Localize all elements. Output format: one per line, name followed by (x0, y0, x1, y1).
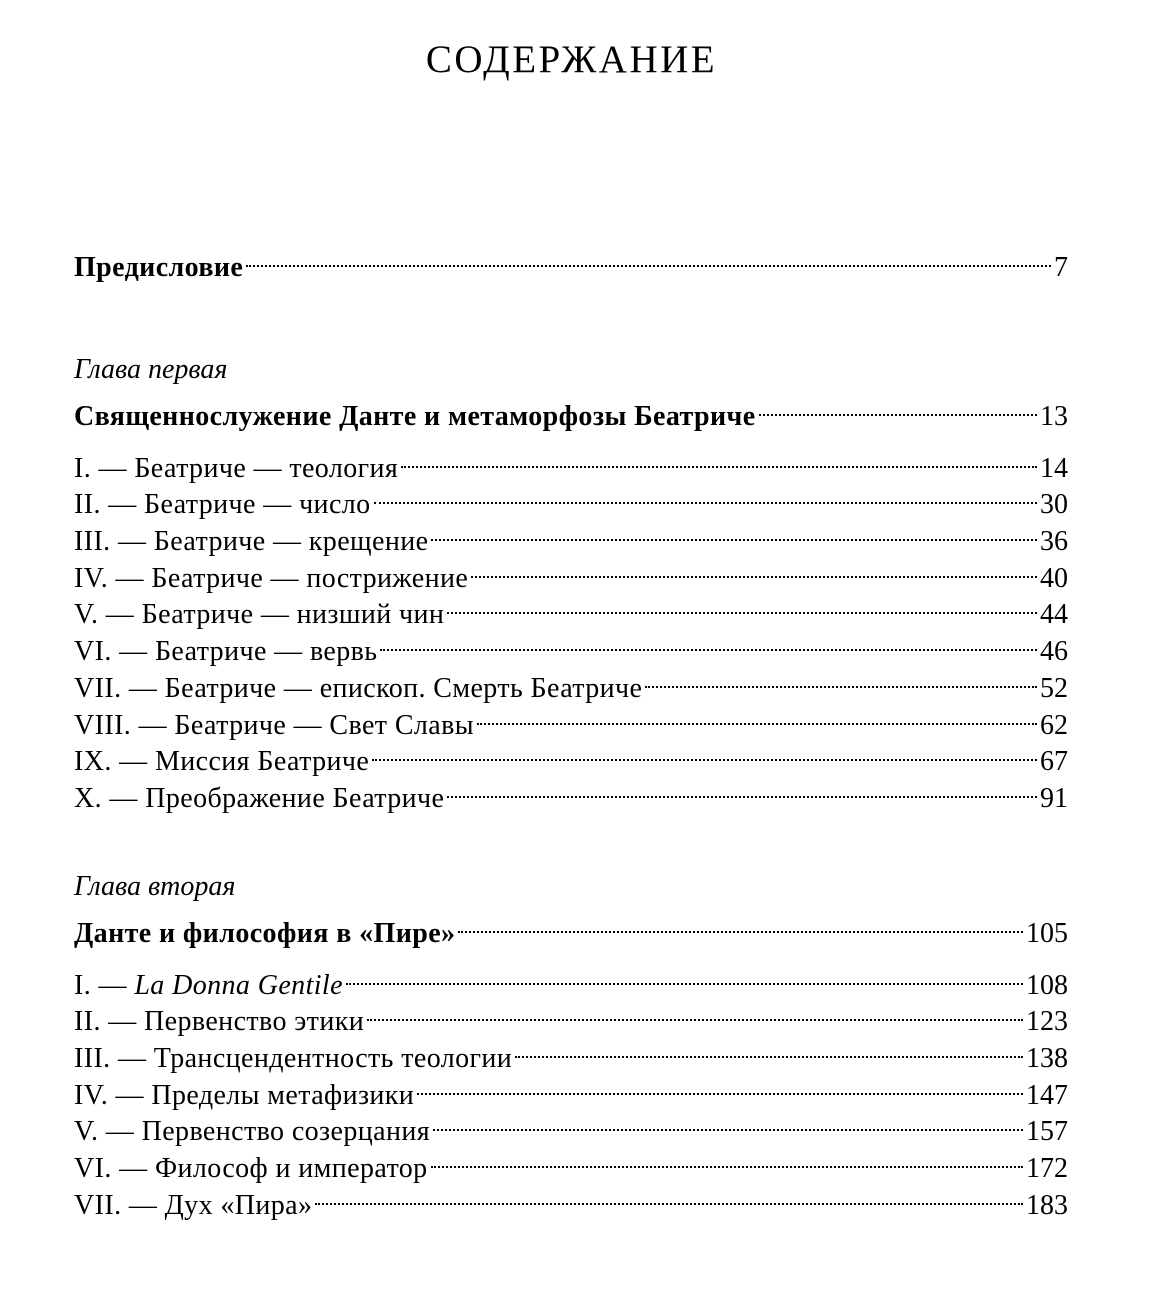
entry-label: VI. — Беатриче — вервь (74, 636, 378, 668)
leader-dots (246, 239, 1051, 276)
entry-label: V. — Первенство созерцания (74, 1116, 430, 1148)
leader-dots (515, 1030, 1023, 1067)
entry-label: II. — Первенство этики (74, 1006, 365, 1038)
entry-label: IV. — Беатриче — пострижение (74, 562, 469, 594)
leader-dots (417, 1067, 1023, 1104)
entry-prefix: I. — (74, 969, 135, 1001)
entry-label: I. — Беатриче — теология (74, 452, 399, 484)
entry-page: 52 (1040, 672, 1068, 704)
leader-dots (374, 477, 1037, 514)
toc-entry[interactable] (74, 239, 1068, 283)
leader-dots (447, 770, 1037, 807)
chapter-title: Данте и философия в «Пире» (74, 917, 456, 949)
leader-dots (471, 550, 1037, 587)
entry-page: 183 (1026, 1189, 1068, 1221)
entry-page: 13 (1040, 400, 1068, 432)
entry-page: 91 (1040, 782, 1068, 814)
entry-label: VII. — Беатриче — епископ. Смерть Беатриче (74, 672, 643, 704)
entry-label: III. — Беатриче — крещение (74, 526, 429, 558)
leader-dots (380, 623, 1037, 660)
entry-page: 105 (1026, 917, 1068, 949)
toc-chapter-1-items (74, 440, 1068, 814)
entry-label (74, 968, 343, 1005)
entry-page: 67 (1040, 746, 1068, 778)
chapter-title-entry[interactable] (74, 905, 1068, 949)
entry-label: VII. — Дух «Пира» (74, 1189, 313, 1221)
toc-entry[interactable] (74, 957, 1068, 1001)
leader-dots (367, 994, 1023, 1031)
entry-page: 7 (1054, 251, 1068, 283)
leader-dots (431, 1140, 1023, 1177)
entry-page: 46 (1040, 636, 1068, 668)
entry-label: III. — Трансцендентность теологии (74, 1043, 513, 1075)
entry-page: 138 (1026, 1043, 1068, 1075)
leader-dots (458, 905, 1023, 942)
entry-label: IX. — Миссия Беатриче (74, 746, 370, 778)
entry-page: 123 (1026, 1006, 1068, 1038)
toc-chapter-2-items (74, 957, 1068, 1221)
entry-page: 172 (1026, 1153, 1068, 1185)
entry-page: 62 (1040, 709, 1068, 741)
leader-dots (645, 660, 1037, 697)
entry-label: X. — Преображение Беатриче (74, 782, 445, 814)
toc-entry[interactable] (74, 440, 1068, 484)
toc-chapter-1 (74, 352, 1068, 432)
leader-dots (759, 388, 1037, 425)
entry-label: IV. — Пределы метафизики (74, 1079, 415, 1111)
entry-page: 157 (1026, 1116, 1068, 1148)
chapter-label: Глава первая (74, 354, 228, 385)
leader-dots (401, 440, 1037, 477)
entry-label: V. — Беатриче — низший чин (74, 599, 445, 631)
leader-dots (433, 1104, 1023, 1141)
entry-page: 14 (1040, 452, 1068, 484)
entry-page: 108 (1026, 969, 1068, 1001)
entry-page: 147 (1026, 1079, 1068, 1111)
entry-page: 36 (1040, 526, 1068, 558)
leader-dots (372, 734, 1037, 771)
leader-dots (447, 587, 1037, 624)
entry-label: II. — Беатриче — число (74, 489, 371, 521)
entry-page: 44 (1040, 599, 1068, 631)
entry-label: VIII. — Беатриче — Свет Славы (74, 709, 474, 741)
chapter-title-entry[interactable] (74, 388, 1068, 432)
entry-label: VI. — Философ и император (74, 1153, 428, 1185)
leader-dots (431, 513, 1037, 550)
chapter-label: Глава вторая (74, 871, 236, 902)
entry-page: 30 (1040, 489, 1068, 521)
leader-dots (315, 1177, 1023, 1214)
leader-dots (346, 957, 1023, 994)
toc-preface (74, 239, 1068, 283)
entry-title-italic: La Donna Gentile (134, 969, 343, 1001)
entry-label: Предисловие (74, 251, 244, 283)
page-title: СОДЕРЖАНИЕ (425, 38, 718, 81)
chapter-title: Священнослужение Данте и метаморфозы Беатриче (74, 400, 756, 432)
toc-chapter-2 (74, 869, 1068, 949)
entry-page: 40 (1040, 562, 1068, 594)
leader-dots (477, 697, 1037, 734)
